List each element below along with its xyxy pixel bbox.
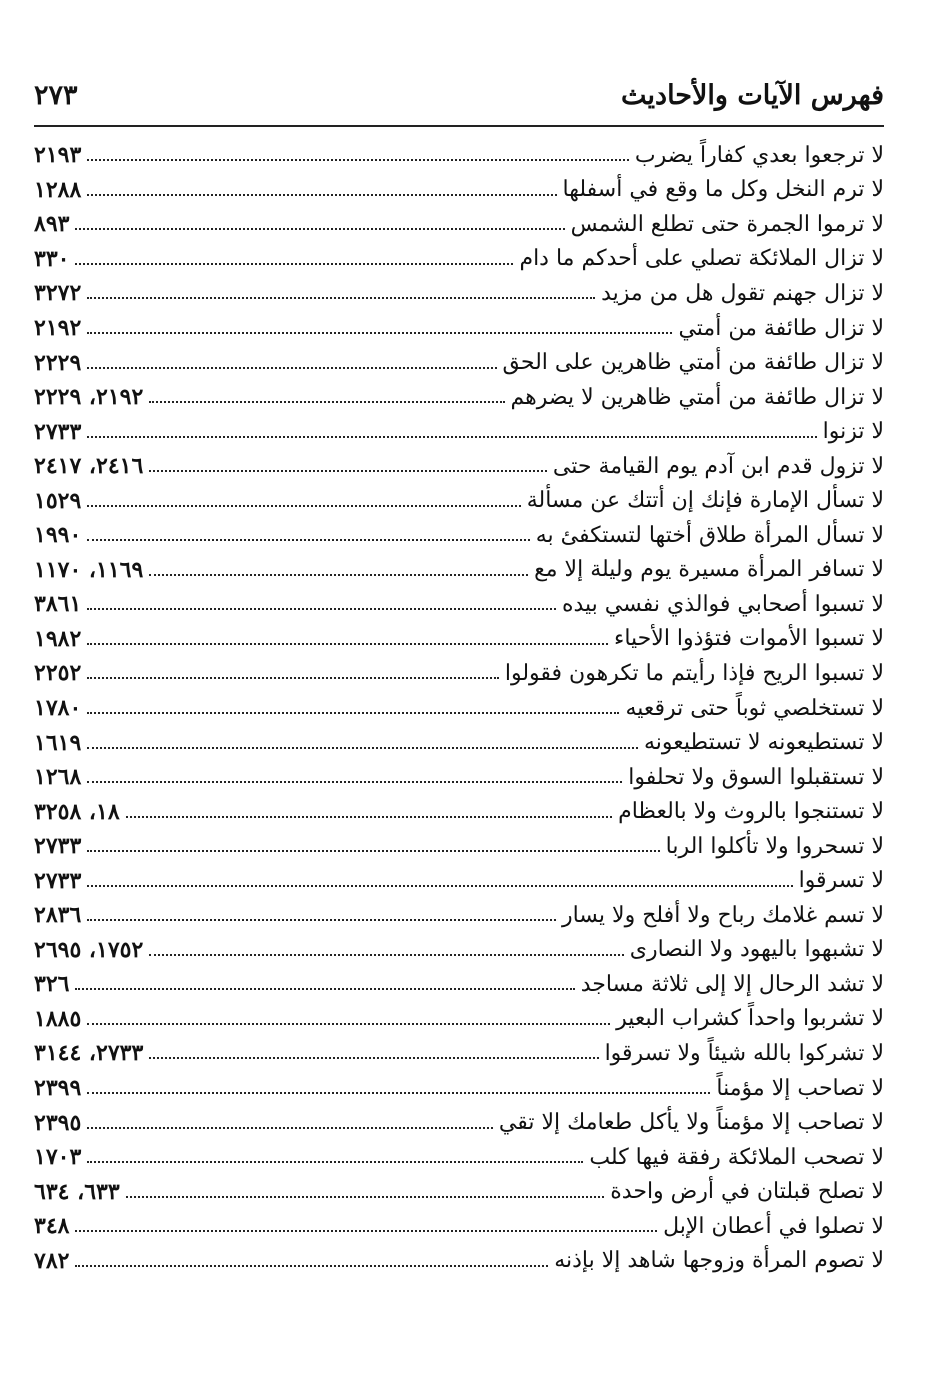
dot-leader <box>87 781 622 783</box>
index-entries-list <box>34 138 884 1278</box>
entry-text: لا تزنوا <box>822 419 884 445</box>
entry-ref-numbers: ٣٨٦١ <box>34 591 82 618</box>
dot-leader <box>87 332 672 334</box>
entry-ref-numbers: ١٧٨٠ <box>34 695 82 722</box>
dot-leader <box>149 954 623 956</box>
index-entry <box>34 1002 884 1037</box>
page-number: ٢٧٣ <box>34 80 78 111</box>
dot-leader <box>149 470 547 472</box>
index-entry <box>34 1244 884 1279</box>
dot-leader <box>87 159 629 161</box>
entry-text: لا ترم النخل وكل ما وقع في أسفلها <box>562 177 884 203</box>
index-entry <box>34 1036 884 1071</box>
index-entry <box>34 933 884 968</box>
index-entry <box>34 138 884 173</box>
index-entry <box>34 967 884 1002</box>
entry-ref-numbers: ٣٤٨ <box>34 1213 70 1240</box>
entry-text: لا تصاحب إلا مؤمناً <box>716 1075 884 1101</box>
index-entry <box>34 794 884 829</box>
entry-ref-numbers: ٣٢٧٢ <box>34 280 82 307</box>
dot-leader <box>87 194 556 196</box>
dot-leader <box>87 643 608 645</box>
index-entry <box>34 1174 884 1209</box>
entry-text: لا تشركوا بالله شيئاً ولا تسرقوا <box>604 1040 884 1066</box>
entry-ref-numbers: ٢٣٩٩ <box>34 1075 82 1102</box>
entry-text: لا ترموا الجمرة حتى تطلع الشمس <box>570 211 884 237</box>
entry-text: لا تشربوا واحداً كشراب البعير <box>616 1006 884 1032</box>
index-entry <box>34 345 884 380</box>
entry-text: لا تصحب الملائكة رفقة فيها كلب <box>589 1144 884 1170</box>
index-entry <box>34 1140 884 1175</box>
index-entry <box>34 587 884 622</box>
dot-leader <box>87 885 792 887</box>
dot-leader <box>87 436 816 438</box>
index-entry <box>34 242 884 277</box>
entry-text: لا تزال طائفة من أمتي ظاهرين لا يضرهم <box>510 384 884 410</box>
index-entry <box>34 380 884 415</box>
entry-ref-numbers: ٢٢٥٢ <box>34 660 82 687</box>
dot-leader <box>75 1265 548 1267</box>
entry-ref-numbers: ٢٧٣٣ <box>34 867 82 894</box>
index-entry <box>34 863 884 898</box>
entry-text: لا تستنجوا بالروث ولا بالعظام <box>618 799 884 825</box>
entry-text: لا تسرقوا <box>798 868 884 894</box>
index-entry <box>34 898 884 933</box>
dot-leader <box>87 367 496 369</box>
dot-leader <box>87 919 556 921</box>
entry-ref-numbers: ٦٣٣، ٦٣٤ <box>34 1178 120 1205</box>
entry-ref-numbers: ٢٣٩٥ <box>34 1109 82 1136</box>
entry-ref-numbers: ٧٨٢ <box>34 1247 70 1274</box>
dot-leader <box>75 988 574 990</box>
page-header <box>34 74 884 118</box>
index-entry <box>34 414 884 449</box>
entry-text: لا تسبوا أصحابي فوالذي نفسي بيده <box>561 591 884 617</box>
entry-ref-numbers: ٨٩٣ <box>34 211 70 238</box>
index-entry <box>34 725 884 760</box>
index-entry <box>34 311 884 346</box>
entry-ref-numbers: ١٥٢٩ <box>34 487 82 514</box>
index-entry <box>34 483 884 518</box>
entry-ref-numbers: ٢٢٢٩ <box>34 349 82 376</box>
dot-leader <box>87 850 659 852</box>
running-title: فهرس الآيات والأحاديث <box>621 80 884 111</box>
dot-leader <box>126 1196 605 1198</box>
dot-leader <box>149 1057 598 1059</box>
entry-text: لا تزال الملائكة تصلي على أحدكم ما دام <box>519 246 884 272</box>
entry-ref-numbers: ٢٧٣٣ <box>34 418 82 445</box>
index-entry <box>34 449 884 484</box>
index-entry <box>34 829 884 864</box>
index-entry <box>34 1105 884 1140</box>
index-entry <box>34 276 884 311</box>
entry-text: لا تسبوا الأموات فتؤذوا الأحياء <box>613 626 884 652</box>
entry-text: لا تسأل الإمارة فإنك إن أتتك عن مسألة <box>526 488 884 514</box>
dot-leader <box>87 712 619 714</box>
index-entry <box>34 553 884 588</box>
entry-text: لا تستخلصي ثوباً حتى ترقعيه <box>625 695 884 721</box>
dot-leader <box>87 505 520 507</box>
entry-ref-numbers: ٢٨٣٦ <box>34 902 82 929</box>
dot-leader <box>149 574 528 576</box>
dot-leader <box>87 1092 710 1094</box>
header-rule <box>34 125 884 127</box>
entry-ref-numbers: ١٢٨٨ <box>34 176 82 203</box>
entry-text: لا تسافر المرأة مسيرة يوم وليلة إلا مع <box>534 557 884 583</box>
entry-text: لا تشد الرحال إلا إلى ثلاثة مساجد <box>580 971 884 997</box>
entry-ref-numbers: ٢٧٣٣ <box>34 833 82 860</box>
entry-ref-numbers: ١٧٥٢، ٢٦٩٥ <box>34 936 144 963</box>
entry-ref-numbers: ٣٢٦ <box>34 971 70 998</box>
entry-text: لا تسبوا الريح فإذا رأيتم ما تكرهون فقولوا <box>504 660 884 686</box>
dot-leader <box>75 263 513 265</box>
entry-ref-numbers: ٢٧٣٣، ٣١٤٤ <box>34 1040 144 1067</box>
dot-leader <box>149 401 504 403</box>
entry-text: لا تستطيعونه لا تستطيعونه <box>643 730 884 756</box>
dot-leader <box>87 608 556 610</box>
entry-text: لا تزول قدم ابن آدم يوم القيامة حتى <box>552 453 884 479</box>
entry-text: لا تستقبلوا السوق ولا تحلفوا <box>628 764 884 790</box>
entry-ref-numbers: ١٩٨٢ <box>34 625 82 652</box>
dot-leader <box>75 1230 657 1232</box>
entry-ref-numbers: ٢٤١٦، ٢٤١٧ <box>34 453 144 480</box>
index-entry <box>34 691 884 726</box>
index-entry <box>34 1071 884 1106</box>
dot-leader <box>87 1127 493 1129</box>
entry-text: لا تسم غلامك رباح ولا أفلح ولا يسار <box>561 902 884 928</box>
entry-text: لا تصلوا في أعطان الإبل <box>663 1213 884 1239</box>
entry-ref-numbers: ١٨٨٥ <box>34 1005 82 1032</box>
dot-leader <box>87 677 499 679</box>
dot-leader <box>126 816 612 818</box>
index-entry <box>34 656 884 691</box>
entry-text: لا تزال طائفة من أمتي ظاهرين على الحق <box>502 350 884 376</box>
entry-text: لا تسحروا ولا تأكلوا الربا <box>665 833 884 859</box>
dot-leader <box>87 297 595 299</box>
entry-text: لا تسأل المرأة طلاق أختها لتستكفئ به <box>535 522 884 548</box>
entry-text: لا تصلح قبلتان في أرض واحدة <box>610 1179 884 1205</box>
entry-ref-numbers: ١٧٠٣ <box>34 1144 82 1171</box>
entry-text: لا تزال طائفة من أمتي <box>678 315 884 341</box>
entry-text: لا تزال جهنم تقول هل من مزيد <box>601 280 884 306</box>
index-entry <box>34 622 884 657</box>
index-entry <box>34 760 884 795</box>
dot-leader <box>87 539 529 541</box>
entry-ref-numbers: ١٢٦٨ <box>34 764 82 791</box>
entry-ref-numbers: ١٨، ٣٢٥٨ <box>34 798 120 825</box>
index-entry <box>34 1209 884 1244</box>
entry-ref-numbers: ٢١٩٣ <box>34 142 82 169</box>
entry-ref-numbers: ٣٣٠ <box>34 245 70 272</box>
index-entry <box>34 518 884 553</box>
entry-text: لا تشبهوا باليهود ولا النصارى <box>629 937 884 963</box>
index-entry <box>34 173 884 208</box>
index-entry <box>34 207 884 242</box>
entry-text: لا تصاحب إلا مؤمناً ولا يأكل طعامك إلا تقي <box>498 1110 884 1136</box>
dot-leader <box>87 747 638 749</box>
entry-text: لا تصوم المرأة وزوجها شاهد إلا بإذنه <box>554 1248 884 1274</box>
dot-leader <box>87 1161 583 1163</box>
entry-text: لا ترجعوا بعدي كفاراً يضرب <box>634 142 884 168</box>
entry-ref-numbers: ١٩٩٠ <box>34 522 82 549</box>
entry-ref-numbers: ٢١٩٢، ٢٢٢٩ <box>34 384 144 411</box>
dot-leader <box>87 1023 610 1025</box>
dot-leader <box>75 228 564 230</box>
entry-ref-numbers: ٢١٩٢ <box>34 315 82 341</box>
entry-ref-numbers: ١٦١٩ <box>34 729 82 756</box>
entry-ref-numbers: ١١٦٩، ١١٧٠ <box>34 556 144 583</box>
